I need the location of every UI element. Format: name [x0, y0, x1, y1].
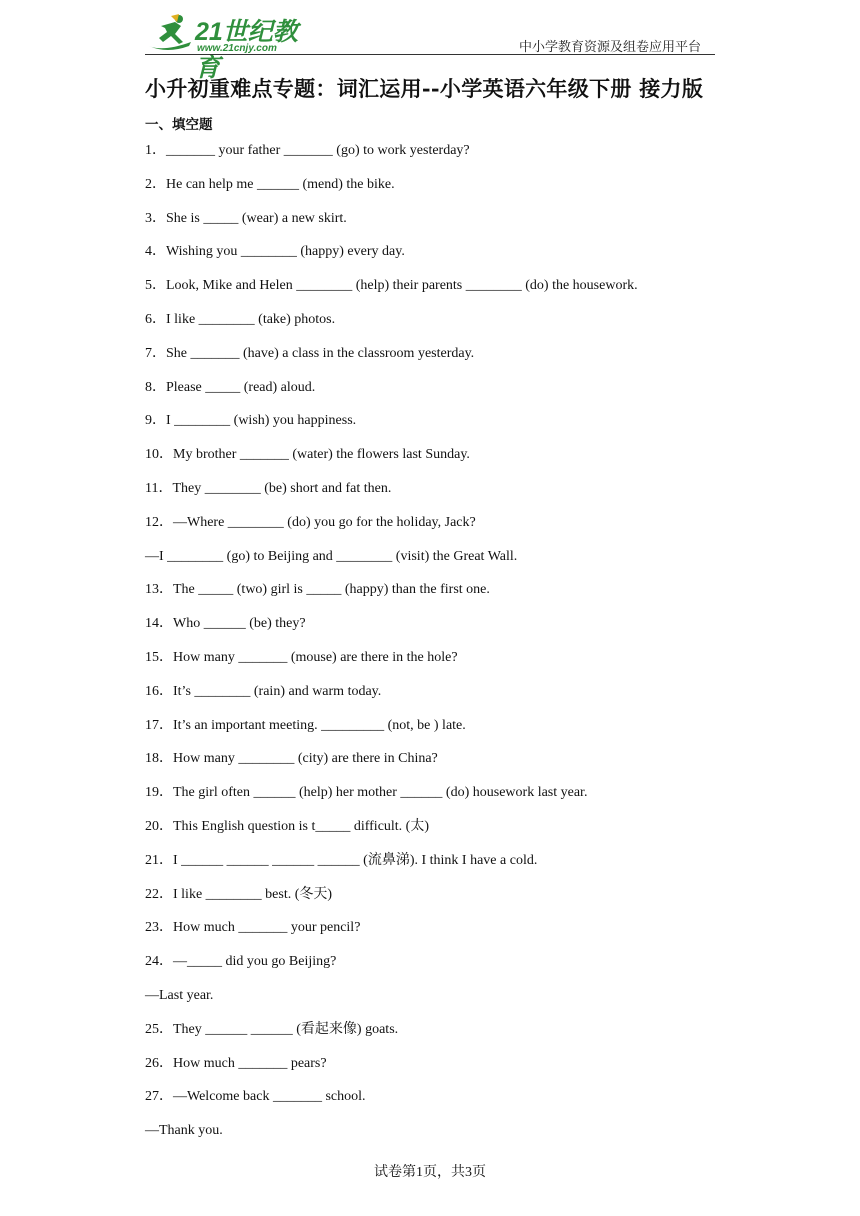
header-divider: [145, 54, 715, 55]
question-item: 22．I like ________ best. (冬天): [145, 887, 333, 902]
question-item: 25．They ______ ______ (看起来像) goats.: [145, 1022, 399, 1037]
question-item: 10．My brother _______ (water) the flowers last Sunday.: [145, 447, 470, 462]
question-item: —I ________ (go) to Beijing and ________ (visit) the Great Wall.: [145, 549, 518, 564]
question-item: —Thank you.: [145, 1123, 223, 1138]
question-item: 1．_______ your father _______ (go) to work yesterday?: [145, 143, 470, 158]
question-item: 17．It’s an important meeting. _________ (not, be ) late.: [145, 718, 466, 733]
question-item: 2．He can help me ______ (mend) the bike.: [145, 177, 395, 192]
question-item: 23．How much _______ your pencil?: [145, 920, 361, 935]
page-header: [145, 10, 715, 82]
question-item: 7．She _______ (have) a class in the classroom yesterday.: [145, 346, 475, 361]
section-heading: 一、填空题: [145, 117, 213, 133]
logo-url: www.21cnjy.com: [197, 43, 277, 54]
question-item: 24．—_____ did you go Beijing?: [145, 954, 337, 969]
question-item: 12．—Where ________ (do) you go for the holiday, Jack?: [145, 515, 476, 530]
question-item: 26．How much _______ pears?: [145, 1056, 327, 1071]
page-footer: 试卷第1页，共3页: [374, 1165, 486, 1180]
platform-name: 中小学教育资源及组卷应用平台: [518, 40, 701, 55]
question-item: 20．This English question is t_____ difficult. (太): [145, 819, 430, 834]
question-item: 3．She is _____ (wear) a new skirt.: [145, 211, 347, 226]
question-item: 13．The _____ (two) girl is _____ (happy) than the first one.: [145, 582, 490, 597]
logo-text: 21世纪教育: [195, 18, 298, 82]
question-item: 5．Look, Mike and Helen ________ (help) their parents ________ (do) the housework.: [145, 278, 638, 293]
question-item: 27．—Welcome back _______ school.: [145, 1089, 366, 1104]
question-item: 8．Please _____ (read) aloud.: [145, 380, 316, 395]
question-item: 6．I like ________ (take) photos.: [145, 312, 336, 327]
logo: [145, 12, 315, 82]
question-item: 15．How many _______ (mouse) are there in the hole?: [145, 650, 458, 665]
question-item: 19．The girl often ______ (help) her mother ______ (do) housework last year.: [145, 785, 588, 800]
question-item: 11．They ________ (be) short and fat then.: [145, 481, 392, 496]
question-item: 21．I ______ ______ ______ ______ (流鼻涕). I think I have a cold.: [145, 853, 538, 868]
question-item: 18．How many ________ (city) are there in China?: [145, 751, 438, 766]
question-item: 9．I ________ (wish) you happiness.: [145, 413, 357, 428]
question-item: —Last year.: [145, 988, 214, 1003]
question-item: 14．Who ______ (be) they?: [145, 616, 306, 631]
page-title: 小升初重难点专题：词汇运用--小学英语六年级下册 接力版: [145, 76, 704, 101]
question-item: 4．Wishing you ________ (happy) every day.: [145, 244, 405, 259]
question-item: 16．It’s ________ (rain) and warm today.: [145, 684, 382, 699]
runner-logo-icon: [145, 12, 197, 54]
